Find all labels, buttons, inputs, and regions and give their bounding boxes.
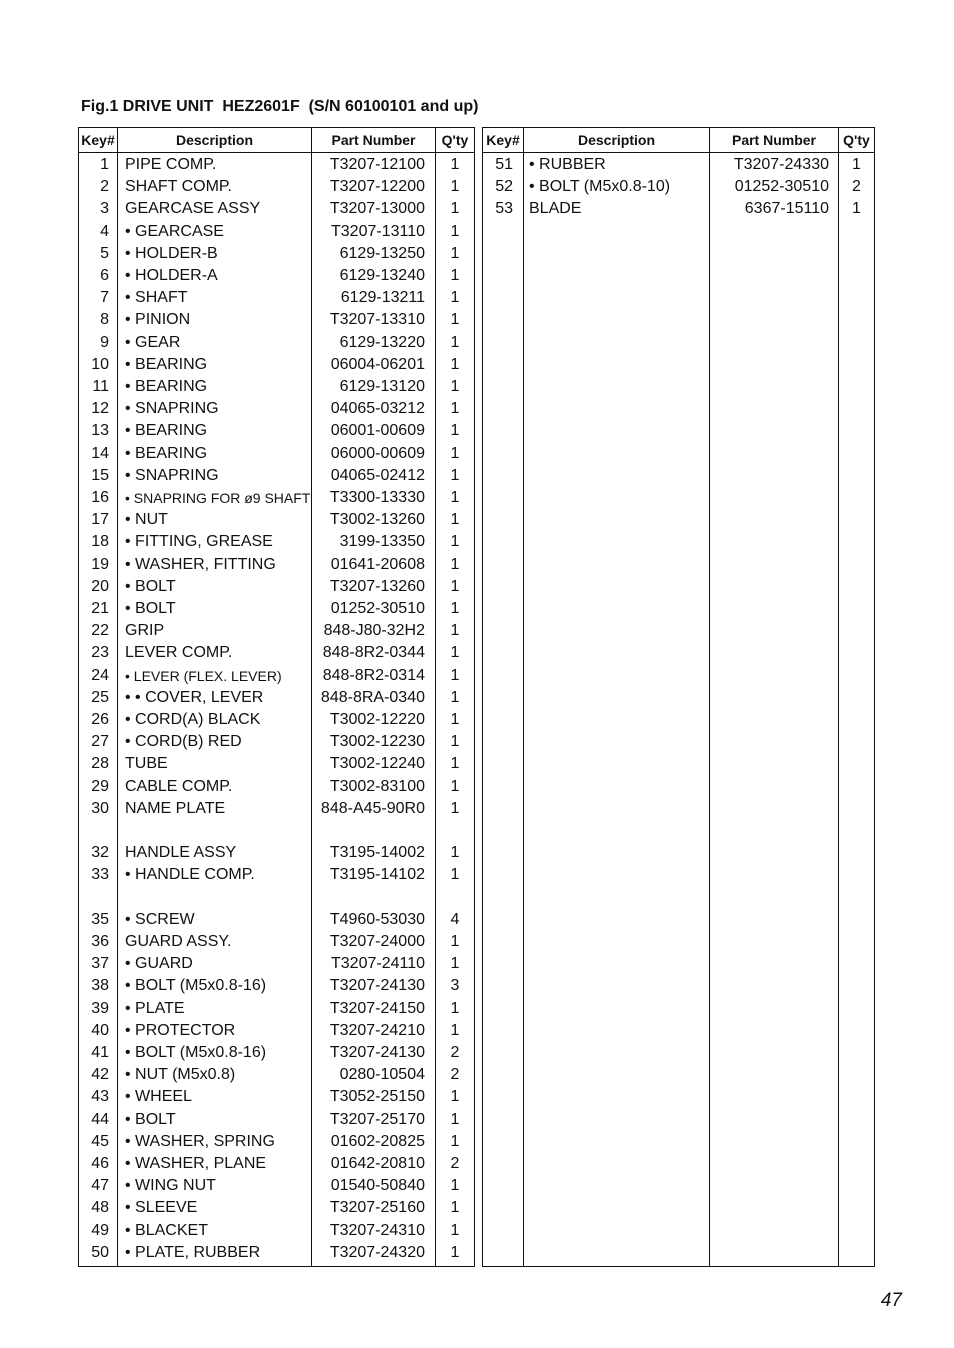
cell-qty: 1: [450, 733, 460, 751]
cell-key: 2: [100, 178, 109, 196]
cell-qty: 1: [852, 156, 861, 173]
table-row: [79, 909, 474, 931]
cell-qty: 1: [450, 355, 460, 373]
table-row: [79, 931, 474, 953]
cell-qty: 1: [450, 489, 460, 506]
cell-key: 19: [91, 555, 109, 573]
cell-key: 5: [100, 244, 109, 262]
cell-pn: T3195-14102: [329, 866, 425, 884]
cell-pn: 6129-13240: [339, 267, 425, 284]
cell-desc: • BEARING: [125, 355, 208, 373]
cell-desc: • NUT: [125, 511, 168, 529]
cell-desc: • CORD(A) BLACK: [125, 711, 261, 728]
table-row: [79, 753, 474, 775]
cell-pn: T3207-24130: [329, 1044, 425, 1061]
cell-qty: 2: [450, 1044, 460, 1061]
cell-desc: • HOLDER-B: [125, 244, 218, 262]
cell-qty: 1: [450, 1221, 460, 1239]
cell-desc: • SHAFT: [125, 289, 188, 307]
cell-key: 30: [91, 799, 109, 817]
table-row: [79, 265, 474, 287]
cell-pn: T3002-12220: [329, 711, 425, 728]
cell-pn: T3002-83100: [329, 777, 425, 795]
cell-desc: • LEVER (FLEX. LEVER): [125, 667, 282, 684]
cell-qty: 1: [450, 511, 460, 529]
cell-key: 51: [495, 156, 513, 173]
cell-qty: 1: [450, 1110, 460, 1128]
cell-pn: 848-8RA-0340: [320, 688, 425, 706]
cell-qty: 1: [450, 999, 460, 1017]
cell-pn: 01252-30510: [330, 600, 425, 617]
cell-desc: CABLE COMP.: [125, 777, 233, 795]
cell-pn: 6129-13120: [339, 378, 425, 395]
figure-title: Fig.1 DRIVE UNIT HEZ2601F (S/N 60100101 and up): [81, 98, 479, 115]
cell-pn: T3300-13330: [329, 489, 425, 506]
cell-qty: 1: [450, 933, 460, 950]
table-row: [79, 1153, 474, 1175]
table-row: [79, 1109, 474, 1131]
table-row: [79, 376, 474, 398]
cell-qty: 1: [450, 1021, 460, 1039]
table-row: [79, 1220, 474, 1242]
table-row: [79, 1064, 474, 1086]
cell-desc: • PLATE, RUBBER: [125, 1243, 261, 1261]
header-qty: Q'ty: [441, 132, 469, 148]
table-row: [79, 443, 474, 465]
cell-key: 47: [91, 1177, 109, 1195]
table-row: [79, 398, 474, 420]
cell-pn: 6129-13211: [340, 289, 425, 307]
cell-key: 27: [91, 733, 109, 751]
cell-key: 36: [91, 933, 109, 950]
table-row: [79, 1175, 474, 1197]
cell-key: 52: [495, 178, 513, 196]
cell-key: 26: [91, 711, 109, 728]
table-row: [79, 642, 474, 664]
cell-pn: 848-A45-90R0: [320, 799, 425, 817]
cell-key: 42: [91, 1066, 109, 1084]
cell-key: 20: [91, 577, 109, 595]
cell-qty: 4: [450, 910, 460, 928]
cell-key: 33: [91, 866, 109, 884]
cell-key: 10: [91, 355, 109, 373]
cell-desc: • BEARING: [125, 422, 208, 440]
cell-desc: • SLEEVE: [125, 1199, 198, 1217]
cell-qty: 1: [450, 1132, 460, 1150]
table-row: [79, 1197, 474, 1219]
cell-pn: T3002-13260: [329, 511, 425, 529]
cell-qty: 1: [450, 622, 460, 640]
cell-key: 8: [100, 311, 109, 329]
cell-pn: 848-J80-32H2: [323, 622, 425, 640]
cell-key: 44: [91, 1110, 109, 1128]
table-row: [79, 1042, 474, 1064]
cell-key: 3: [100, 200, 109, 218]
cell-desc: GUARD ASSY.: [125, 933, 232, 950]
cell-qty: 1: [450, 400, 460, 418]
cell-desc: • CORD(B) RED: [125, 733, 242, 751]
cell-desc: • RUBBER: [529, 156, 606, 173]
cell-key: 21: [91, 600, 109, 617]
cell-desc: BLADE: [529, 200, 582, 218]
table-row: [79, 953, 474, 975]
cell-key: 46: [91, 1155, 109, 1172]
table-row: [79, 531, 474, 553]
table-row: [79, 354, 474, 376]
cell-pn: 06001-00609: [330, 422, 425, 440]
cell-desc: • BOLT: [125, 577, 176, 595]
cell-qty: 1: [450, 688, 460, 706]
cell-desc: • HANDLE COMP.: [125, 866, 255, 884]
cell-key: 32: [91, 844, 109, 862]
cell-key: 49: [91, 1221, 109, 1239]
table-row: [79, 243, 474, 265]
cell-qty: 1: [450, 200, 460, 218]
table-row: [79, 509, 474, 531]
cell-qty: 1: [450, 955, 460, 973]
cell-key: 22: [91, 622, 109, 640]
cell-pn: T3002-12240: [329, 755, 425, 773]
table-row: [79, 576, 474, 598]
cell-desc: • WASHER, PLANE: [125, 1155, 267, 1172]
cell-pn: T3207-13260: [329, 577, 425, 595]
cell-desc: • BEARING: [125, 444, 208, 462]
cell-desc: • SNAPRING: [125, 400, 219, 418]
cell-pn: 848-8R2-0314: [322, 666, 425, 684]
cell-desc: • HOLDER-A: [125, 267, 218, 284]
table-row: [483, 198, 874, 220]
cell-pn: 6129-13220: [339, 333, 425, 351]
cell-qty: 1: [450, 422, 460, 440]
cell-key: 11: [92, 378, 109, 395]
cell-key: 37: [91, 955, 109, 973]
table-row: [79, 864, 474, 886]
cell-qty: 1: [450, 244, 460, 262]
cell-pn: T3207-13110: [331, 222, 425, 240]
cell-pn: T3207-24130: [329, 977, 425, 995]
cell-qty: 1: [450, 755, 460, 773]
cell-key: 39: [91, 999, 109, 1017]
cell-desc: TUBE: [125, 755, 168, 773]
cell-desc: • NUT (M5x0.8): [125, 1066, 236, 1084]
cell-qty: 1: [450, 444, 460, 462]
cell-desc: • GUARD: [125, 955, 193, 973]
cell-qty: 1: [450, 466, 460, 484]
cell-pn: T3207-24210: [329, 1021, 425, 1039]
header-description: Description: [175, 132, 253, 148]
table-row: [79, 487, 474, 509]
cell-desc: • FITTING, GREASE: [125, 533, 273, 551]
cell-desc: • SNAPRING: [125, 466, 219, 484]
table-row: [79, 820, 474, 842]
cell-pn: T3195-14002: [329, 844, 425, 862]
table-row: [79, 287, 474, 309]
table-row: [79, 709, 474, 731]
cell-qty: 1: [450, 666, 460, 684]
cell-desc: • GEARCASE: [125, 222, 224, 240]
table-row: [79, 798, 474, 820]
cell-desc: • GEAR: [125, 333, 181, 351]
table-row: [79, 731, 474, 753]
cell-qty: 1: [450, 333, 460, 351]
cell-pn: T3207-25170: [329, 1110, 425, 1128]
header-qty: Q'ty: [843, 132, 870, 148]
cell-key: 13: [91, 422, 109, 440]
cell-pn: 6367-15110: [744, 200, 829, 218]
cell-key: 6: [100, 267, 109, 284]
cell-qty: 2: [450, 1155, 460, 1172]
cell-qty: 1: [450, 644, 460, 662]
cell-key: 50: [91, 1243, 109, 1261]
cell-desc: • BOLT: [125, 1110, 176, 1128]
cell-pn: T3207-24150: [329, 999, 425, 1017]
cell-qty: 1: [450, 866, 460, 884]
cell-key: 48: [91, 1199, 109, 1217]
cell-qty: 2: [450, 1066, 460, 1084]
table-row: [79, 309, 474, 331]
cell-desc: SHAFT COMP.: [125, 178, 232, 196]
cell-key: 15: [91, 466, 109, 484]
table-row: [483, 176, 874, 198]
cell-qty: 1: [450, 289, 460, 307]
cell-pn: T3207-24000: [329, 933, 425, 950]
cell-qty: 1: [450, 1243, 460, 1261]
parts-table-right: [482, 127, 875, 1267]
cell-qty: 2: [852, 178, 861, 196]
cell-qty: 1: [450, 577, 460, 595]
cell-pn: 06000-00609: [330, 444, 425, 462]
cell-pn: 01642-20810: [330, 1155, 425, 1172]
cell-key: 12: [91, 400, 109, 418]
cell-qty: 1: [450, 178, 460, 196]
cell-pn: T3052-25150: [329, 1088, 425, 1106]
cell-key: 45: [91, 1132, 109, 1150]
cell-desc: PIPE COMP.: [125, 156, 217, 173]
cell-key: 40: [91, 1021, 109, 1039]
cell-desc: • PROTECTOR: [125, 1021, 236, 1039]
cell-desc: • BOLT (M5x0.8-16): [125, 1044, 267, 1061]
cell-pn: T4960-53030: [329, 910, 425, 928]
table-row: [79, 687, 474, 709]
cell-qty: 1: [450, 777, 460, 795]
table-row: [79, 665, 474, 687]
cell-key: 17: [91, 511, 109, 529]
cell-key: 25: [91, 688, 109, 706]
cell-desc: NAME PLATE: [125, 799, 226, 817]
table-row: [79, 998, 474, 1020]
cell-qty: 1: [450, 1088, 460, 1106]
cell-pn: 3199-13350: [339, 533, 425, 551]
page-number: 47: [880, 1290, 902, 1311]
parts-table-left: [78, 127, 475, 1267]
cell-key: 41: [91, 1044, 109, 1061]
cell-pn: 01602-20825: [330, 1132, 425, 1150]
table-row: [79, 776, 474, 798]
table-row: [483, 154, 874, 176]
cell-key: 28: [91, 755, 109, 773]
cell-pn: T3207-24110: [331, 955, 425, 973]
cell-desc: • PLATE: [125, 999, 185, 1017]
cell-desc: • WASHER, FITTING: [125, 555, 276, 573]
cell-key: 35: [91, 910, 109, 928]
cell-key: 18: [91, 533, 109, 551]
table-row: [79, 154, 474, 176]
cell-key: 14: [91, 444, 109, 462]
cell-desc: • • COVER, LEVER: [125, 688, 264, 706]
cell-desc: • PINION: [125, 311, 191, 329]
header-key: Key#: [81, 132, 115, 148]
cell-pn: 06004-06201: [330, 355, 425, 373]
cell-qty: 3: [450, 977, 460, 995]
header-description: Description: [577, 132, 655, 148]
table-row: [79, 598, 474, 620]
cell-qty: 1: [450, 378, 460, 395]
table-row: [79, 332, 474, 354]
header-part-number: Part Number: [731, 132, 817, 148]
cell-qty: 1: [450, 222, 460, 240]
cell-qty: 1: [450, 844, 460, 862]
cell-key: 23: [91, 644, 109, 662]
cell-desc: GEARCASE ASSY: [125, 200, 261, 218]
table-row: [79, 176, 474, 198]
table-row: [79, 221, 474, 243]
cell-pn: T3207-13000: [329, 200, 425, 218]
cell-key: 29: [91, 777, 109, 795]
cell-key: 7: [100, 289, 109, 307]
cell-pn: T3207-24330: [733, 156, 829, 173]
cell-desc: • BLACKET: [125, 1221, 208, 1239]
cell-pn: 01641-20608: [330, 555, 425, 573]
cell-desc: • BOLT (M5x0.8-16): [125, 977, 267, 995]
cell-pn: T3002-12230: [329, 733, 425, 751]
cell-key: 9: [100, 333, 109, 351]
cell-pn: 04065-02412: [330, 466, 425, 484]
cell-desc: • BOLT: [125, 600, 176, 617]
table-row: [79, 1242, 474, 1264]
cell-pn: T3207-12100: [329, 156, 425, 173]
cell-pn: 04065-03212: [330, 400, 425, 418]
header-key: Key#: [486, 132, 520, 148]
cell-desc: • WING NUT: [125, 1177, 216, 1195]
cell-pn: 6129-13250: [339, 244, 425, 262]
cell-pn: T3207-24310: [329, 1221, 425, 1239]
cell-pn: T3207-13310: [329, 311, 425, 329]
cell-pn: 848-8R2-0344: [322, 644, 425, 662]
cell-qty: 1: [450, 600, 460, 617]
table-row: [79, 620, 474, 642]
cell-pn: T3207-24320: [329, 1243, 425, 1261]
cell-desc: GRIP: [125, 622, 165, 640]
cell-desc: • BOLT (M5x0.8-10): [529, 178, 671, 196]
cell-qty: 1: [450, 533, 460, 551]
cell-desc: • SCREW: [125, 910, 195, 928]
table-row: [79, 465, 474, 487]
cell-desc: LEVER COMP.: [125, 644, 233, 662]
cell-qty: 1: [450, 1177, 460, 1195]
cell-key: 38: [91, 977, 109, 995]
cell-desc: • WASHER, SPRING: [125, 1132, 275, 1150]
table-row: [79, 1086, 474, 1108]
cell-pn: 0280-10504: [339, 1066, 425, 1084]
table-row: [79, 975, 474, 997]
cell-qty: 1: [450, 1199, 460, 1217]
cell-desc: • BEARING: [125, 378, 208, 395]
cell-qty: 1: [450, 267, 460, 284]
cell-desc: HANDLE ASSY: [125, 844, 237, 862]
table-row: [79, 1020, 474, 1042]
header-part-number: Part Number: [331, 132, 416, 148]
cell-key: 4: [100, 222, 109, 240]
cell-key: 53: [495, 200, 513, 218]
cell-pn: T3207-12200: [329, 178, 425, 196]
cell-qty: 1: [450, 311, 460, 329]
table-row: [79, 1131, 474, 1153]
cell-key: 43: [91, 1088, 109, 1106]
cell-pn: T3207-25160: [329, 1199, 425, 1217]
cell-qty: 1: [450, 711, 460, 728]
cell-desc: • SNAPRING FOR ø9 SHAFT: [125, 490, 311, 506]
table-row: [79, 554, 474, 576]
table-row: [79, 420, 474, 442]
cell-pn: 01252-30510: [734, 178, 829, 196]
cell-key: 16: [91, 489, 109, 506]
cell-key: 1: [100, 156, 109, 173]
table-row: [79, 198, 474, 220]
table-row: [79, 887, 474, 909]
cell-qty: 1: [450, 799, 460, 817]
cell-qty: 1: [450, 555, 460, 573]
cell-qty: 1: [852, 200, 861, 218]
cell-qty: 1: [450, 156, 460, 173]
cell-desc: • WHEEL: [125, 1088, 192, 1106]
table-row: [79, 842, 474, 864]
cell-key: 24: [91, 666, 109, 684]
cell-pn: 01540-50840: [330, 1177, 425, 1195]
